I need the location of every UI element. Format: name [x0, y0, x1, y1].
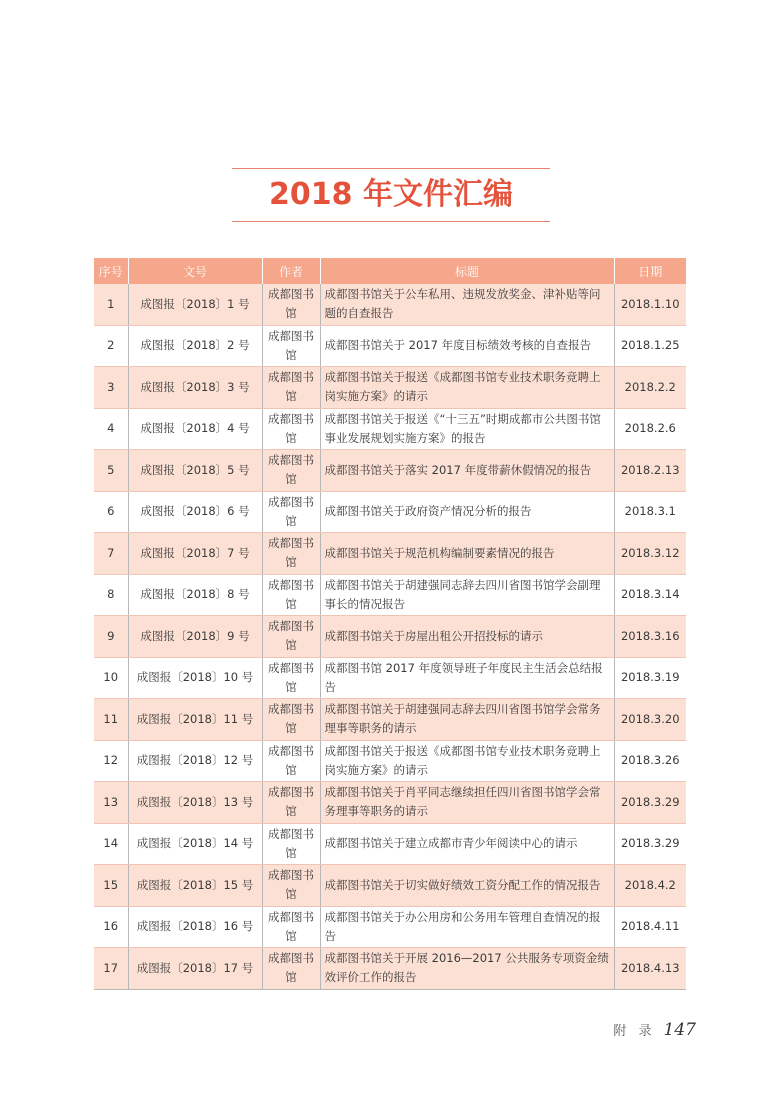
header-seq: 序号	[94, 258, 128, 284]
cell-author: 成都图书馆	[262, 906, 320, 948]
cell-title: 成都图书馆关于建立成都市青少年阅读中心的请示	[320, 823, 614, 865]
cell-author: 成都图书馆	[262, 823, 320, 865]
cell-title: 成都图书馆关于 2017 年度目标绩效考核的自查报告	[320, 325, 614, 367]
cell-seq: 6	[94, 491, 128, 533]
table-row	[94, 948, 686, 990]
table-row	[94, 533, 686, 575]
cell-date: 2018.3.14	[614, 574, 686, 616]
header-title: 标题	[320, 258, 614, 284]
cell-doc-no: 成图报〔2018〕9 号	[128, 616, 262, 658]
cell-doc-no: 成图报〔2018〕7 号	[128, 533, 262, 575]
cell-seq: 2	[94, 325, 128, 367]
table-header-row	[94, 258, 686, 284]
table-row	[94, 782, 686, 824]
cell-title: 成都图书馆关于政府资产情况分析的报告	[320, 491, 614, 533]
cell-seq: 9	[94, 616, 128, 658]
header-doc-no: 文号	[128, 258, 262, 284]
cell-author: 成都图书馆	[262, 948, 320, 990]
cell-author: 成都图书馆	[262, 408, 320, 450]
cell-author: 成都图书馆	[262, 450, 320, 492]
cell-doc-no: 成图报〔2018〕11 号	[128, 699, 262, 741]
cell-date: 2018.1.25	[614, 325, 686, 367]
cell-title: 成都图书馆关于公车私用、违规发放奖金、津补贴等问题的自查报告	[320, 284, 614, 325]
cell-title: 成都图书馆关于开展 2016—2017 公共服务专项资金绩效评价工作的报告	[320, 948, 614, 990]
cell-doc-no: 成图报〔2018〕8 号	[128, 574, 262, 616]
cell-seq: 7	[94, 533, 128, 575]
cell-doc-no: 成图报〔2018〕17 号	[128, 948, 262, 990]
cell-doc-no: 成图报〔2018〕15 号	[128, 865, 262, 907]
cell-title: 成都图书馆关于切实做好绩效工资分配工作的情况报告	[320, 865, 614, 907]
cell-title: 成都图书馆关于肖平同志继续担任四川省图书馆学会常务理事等职务的请示	[320, 782, 614, 824]
cell-date: 2018.3.29	[614, 823, 686, 865]
table-row	[94, 325, 686, 367]
cell-doc-no: 成图报〔2018〕6 号	[128, 491, 262, 533]
cell-doc-no: 成图报〔2018〕4 号	[128, 408, 262, 450]
cell-date: 2018.1.10	[614, 284, 686, 325]
table-row	[94, 574, 686, 616]
cell-author: 成都图书馆	[262, 865, 320, 907]
cell-seq: 3	[94, 367, 128, 409]
cell-doc-no: 成图报〔2018〕16 号	[128, 906, 262, 948]
table-row	[94, 740, 686, 782]
cell-seq: 17	[94, 948, 128, 990]
cell-title: 成都图书馆关于报送《“十三五”时期成都市公共图书馆事业发展规划实施方案》的报告	[320, 408, 614, 450]
cell-date: 2018.3.1	[614, 491, 686, 533]
cell-title: 成都图书馆关于报送《成都图书馆专业技术职务竞聘上岗实施方案》的请示	[320, 740, 614, 782]
cell-seq: 4	[94, 408, 128, 450]
cell-author: 成都图书馆	[262, 367, 320, 409]
cell-seq: 14	[94, 823, 128, 865]
cell-date: 2018.3.20	[614, 699, 686, 741]
cell-date: 2018.3.19	[614, 657, 686, 699]
cell-seq: 13	[94, 782, 128, 824]
header-date: 日期	[614, 258, 686, 284]
cell-title: 成都图书馆关于胡建强同志辞去四川省图书馆学会常务理事等职务的请示	[320, 699, 614, 741]
cell-seq: 16	[94, 906, 128, 948]
cell-title: 成都图书馆关于房屋出租公开招投标的请示	[320, 616, 614, 658]
cell-doc-no: 成图报〔2018〕3 号	[128, 367, 262, 409]
cell-author: 成都图书馆	[262, 616, 320, 658]
cell-date: 2018.4.2	[614, 865, 686, 907]
cell-date: 2018.4.13	[614, 948, 686, 990]
title-rule-bottom	[232, 221, 550, 222]
cell-doc-no: 成图报〔2018〕12 号	[128, 740, 262, 782]
table-row	[94, 367, 686, 409]
document-table	[94, 258, 686, 990]
cell-seq: 12	[94, 740, 128, 782]
cell-seq: 10	[94, 657, 128, 699]
cell-seq: 15	[94, 865, 128, 907]
table-row	[94, 657, 686, 699]
cell-date: 2018.3.29	[614, 782, 686, 824]
cell-title: 成都图书馆关于规范机构编制要素情况的报告	[320, 533, 614, 575]
page-title: 2018 年文件汇编	[269, 177, 513, 212]
cell-seq: 1	[94, 284, 128, 325]
cell-doc-no: 成图报〔2018〕5 号	[128, 450, 262, 492]
table-row	[94, 906, 686, 948]
cell-doc-no: 成图报〔2018〕14 号	[128, 823, 262, 865]
table-row	[94, 865, 686, 907]
table-row	[94, 408, 686, 450]
cell-date: 2018.3.16	[614, 616, 686, 658]
cell-author: 成都图书馆	[262, 325, 320, 367]
cell-title: 成都图书馆关于落实 2017 年度带薪休假情况的报告	[320, 450, 614, 492]
cell-date: 2018.3.12	[614, 533, 686, 575]
table-row	[94, 284, 686, 325]
cell-doc-no: 成图报〔2018〕1 号	[128, 284, 262, 325]
cell-date: 2018.3.26	[614, 740, 686, 782]
cell-author: 成都图书馆	[262, 699, 320, 741]
cell-date: 2018.4.11	[614, 906, 686, 948]
cell-date: 2018.2.2	[614, 367, 686, 409]
cell-title: 成都图书馆 2017 年度领导班子年度民主生活会总结报告	[320, 657, 614, 699]
cell-author: 成都图书馆	[262, 533, 320, 575]
table-row	[94, 699, 686, 741]
cell-date: 2018.2.13	[614, 450, 686, 492]
table-row	[94, 616, 686, 658]
cell-author: 成都图书馆	[262, 782, 320, 824]
cell-author: 成都图书馆	[262, 740, 320, 782]
cell-seq: 8	[94, 574, 128, 616]
cell-author: 成都图书馆	[262, 284, 320, 325]
cell-title: 成都图书馆关于办公用房和公务用车管理自查情况的报告	[320, 906, 614, 948]
title-block	[232, 168, 550, 222]
cell-title: 成都图书馆关于胡建强同志辞去四川省图书馆学会副理事长的情况报告	[320, 574, 614, 616]
page-number: 147	[663, 1020, 696, 1040]
cell-author: 成都图书馆	[262, 657, 320, 699]
cell-seq: 5	[94, 450, 128, 492]
cell-doc-no: 成图报〔2018〕10 号	[128, 657, 262, 699]
header-author: 作者	[262, 258, 320, 284]
cell-author: 成都图书馆	[262, 491, 320, 533]
cell-doc-no: 成图报〔2018〕2 号	[128, 325, 262, 367]
table-row	[94, 491, 686, 533]
cell-date: 2018.2.6	[614, 408, 686, 450]
table-row	[94, 450, 686, 492]
page-footer	[613, 1020, 696, 1040]
section-label: 附 录	[613, 1024, 656, 1039]
cell-seq: 11	[94, 699, 128, 741]
cell-author: 成都图书馆	[262, 574, 320, 616]
cell-doc-no: 成图报〔2018〕13 号	[128, 782, 262, 824]
table-row	[94, 823, 686, 865]
cell-title: 成都图书馆关于报送《成都图书馆专业技术职务竞聘上岗实施方案》的请示	[320, 367, 614, 409]
